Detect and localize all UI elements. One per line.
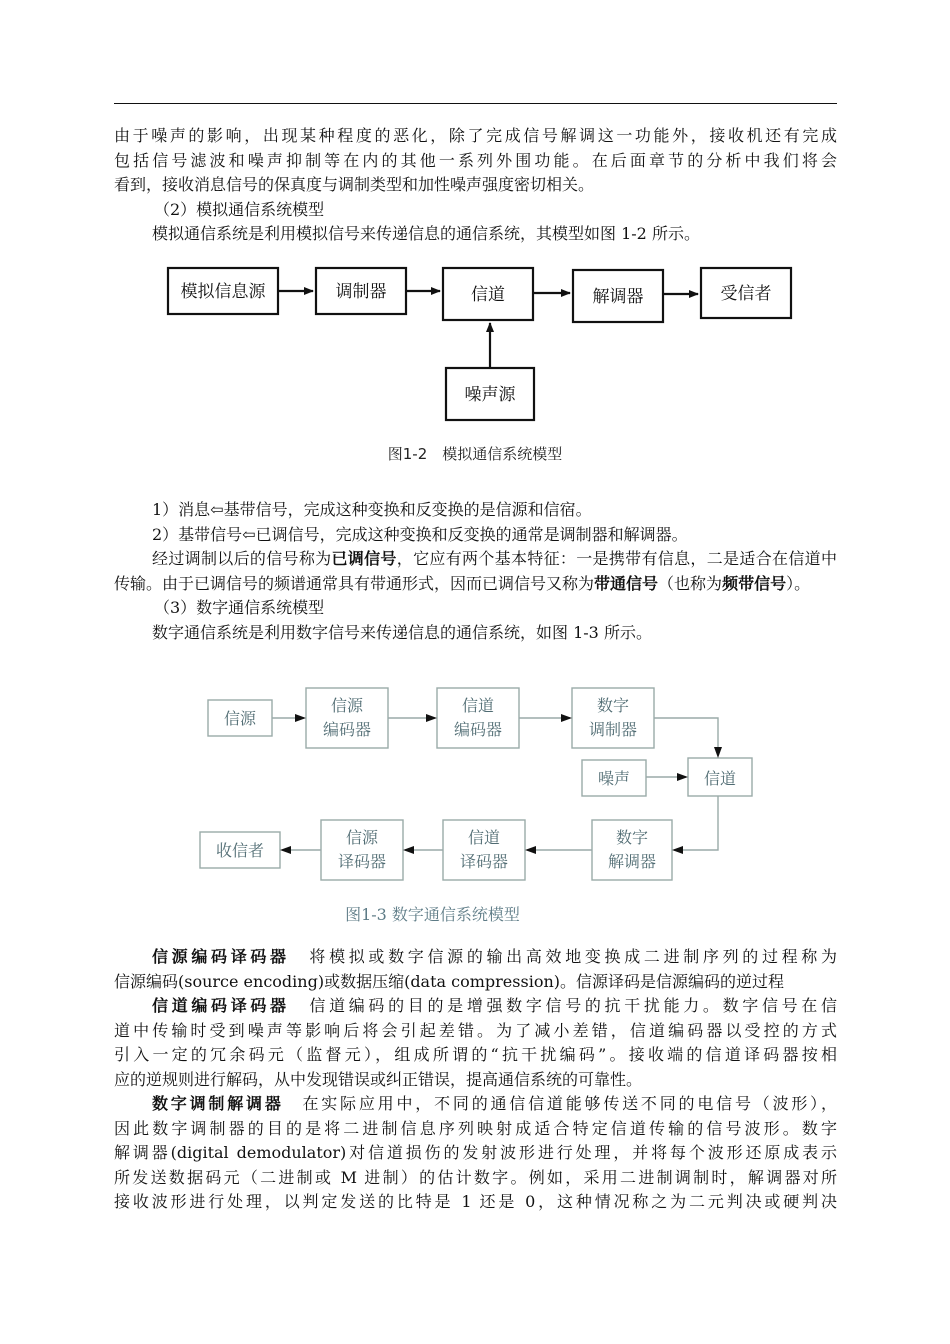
arrow-head (672, 846, 683, 854)
label-channel-encoder-1: 信道 (461, 696, 495, 715)
label-channel: 信道 (471, 285, 505, 305)
label-channel-encoder-2: 编码器 (453, 720, 503, 739)
term-modem: 数字调制解调器 (152, 1094, 284, 1113)
note-item-1: 1）消息⇦基带信号，完成这种变换和反变换的是信源和信宿。 (152, 500, 592, 519)
label-source-encoder-2: 编码器 (322, 720, 372, 739)
text-run: 信道编码的目的是增强数字信号的抗干扰能力。数字信号在信 (289, 996, 837, 1015)
text-run: （也称为 (658, 573, 723, 593)
term-channel-codec: 信道编码译码器 (152, 996, 290, 1015)
text-line: 解调器(digital demodulator)对信道损伤的发射波形进行处理，并将每个波形还原成表示 (114, 1143, 837, 1162)
section-intro-digital: 数字通信系统是利用数字信号来传递信息的通信系统，如图 1-3 所示。 (152, 622, 652, 642)
text-line: 应的逆规则进行解码，从中发现错误或纠正错误，提高通信系统的可靠性。 (114, 1069, 643, 1089)
text-line: 因此数字调制器的目的是将二进制信息序列映射成适合特定信道传输的信号波形。数字 (114, 1118, 837, 1138)
label-modulator: 调制器 (335, 282, 387, 302)
figure-caption-1-2: 图1-2 模拟通信系统模型 (387, 445, 563, 463)
text-line: 看到，接收消息信号的保真度与调制类型和加性噪声强度密切相关。 (114, 175, 595, 194)
label-noise-source: 噪声源 (464, 385, 516, 405)
text-line: 道中传输时受到噪声等影响后将会引起差错。为了减小差错，信道编码器以受控的方式 (114, 1020, 837, 1040)
label-digital-modulator-1: 数字 (596, 696, 630, 715)
label-receiver: 受信者 (720, 284, 772, 304)
note-item-2: 2）基带信号⇦已调信号，完成这种变换和反变换的通常是调制器和解调器。 (152, 524, 688, 544)
text-run: ）。 (786, 573, 811, 593)
label-source-decoder-1: 信源 (345, 828, 379, 847)
figure-caption-1-3: 图1-3 数字通信系统模型 (345, 905, 520, 924)
label-recipient: 收信者 (215, 841, 265, 860)
connector (674, 796, 718, 850)
text-line: 由于噪声的影响，出现某种程度的恶化，除了完成信号解调这一功能外，接收机还有完成 (114, 126, 837, 145)
label-channel-digital: 信道 (703, 769, 737, 788)
label-source-encoder-1: 信源 (330, 696, 364, 715)
section-intro-analog: 模拟通信系统是利用模拟信号来传递信息的通信系统，其模型如图 1-2 所示。 (152, 224, 700, 243)
label-analog-source: 模拟信息源 (180, 282, 266, 302)
arrow-head (561, 714, 572, 722)
definitions-block (114, 945, 837, 1215)
label-noise: 噪声 (597, 769, 631, 788)
text-run: ，它应有两个基本特征：一是携带有信息，二是适 (396, 549, 756, 568)
section-heading-analog: （2）模拟通信系统模型 (154, 199, 325, 219)
label-digital-demodulator-1: 数字 (615, 828, 649, 847)
text-line: 引入一定的冗余码元（监督元），组成所谓的“抗干扰编码”。接收端的信道译码器按相 (114, 1045, 837, 1064)
label-source: 信源 (223, 709, 257, 728)
arrow-head (280, 846, 291, 854)
channel-codec-line-1 (114, 994, 837, 1019)
modem-line-1 (114, 1092, 837, 1117)
label-demodulator: 解调器 (592, 287, 644, 307)
text-run: 将模拟或数字信源的输出高效地变换成二进制序列的过程称为 (289, 947, 837, 966)
text-line: 接收波形进行处理，以判定发送的比特是 1 还是 0，这种情况称之为二元判决或硬判决 (114, 1192, 837, 1211)
arrow-head (677, 773, 688, 781)
section-heading-digital: （3）数字通信系统模型 (154, 598, 325, 617)
arrow-head (525, 846, 536, 854)
arrow-head (295, 714, 306, 722)
source-codec-line-2: 信源编码(source encoding)或数据压缩(data compression)。信源译码是信源编码的逆过程 (114, 971, 784, 991)
term-modulated-signal: 已调信号 (331, 549, 397, 568)
label-channel-decoder-2: 译码器 (459, 852, 509, 871)
term-band-signal: 频带信号 (722, 573, 787, 593)
text-line: 所发送数据码元（二进制或 M 进制）的估计数字。例如，采用二进制调制时，解调器对所 (114, 1167, 837, 1187)
label-digital-modulator-2: 调制器 (588, 720, 638, 739)
label-source-decoder-2: 译码器 (337, 852, 387, 871)
text-run: 在实际应用中，不同的通信信道能够传送不同的电信号（波形）， (283, 1094, 837, 1113)
term-source-codec: 信源编码译码器 (152, 947, 290, 966)
connector (654, 718, 718, 755)
text-run: 合在信道中传输。由于已调信号的频谱通常具有带通形式，因而已调信号又称为 (114, 549, 837, 593)
label-channel-decoder-1: 信道 (467, 828, 501, 847)
arrow-head (714, 747, 722, 758)
term-bandpass-signal: 号 (642, 573, 659, 593)
arrow-head (426, 714, 437, 722)
text-run: 经过调制以后的信号称为 (152, 549, 332, 568)
term-bandpass-signal: 带通信 (594, 573, 643, 593)
arrow-head (403, 846, 414, 854)
source-codec-line-1 (114, 945, 837, 970)
text-line: 包括信号滤波和噪声抑制等在内的其他一系列外围功能。在后面章节的分析中我们将会 (114, 150, 837, 170)
label-digital-demodulator-2: 解调器 (607, 852, 657, 871)
